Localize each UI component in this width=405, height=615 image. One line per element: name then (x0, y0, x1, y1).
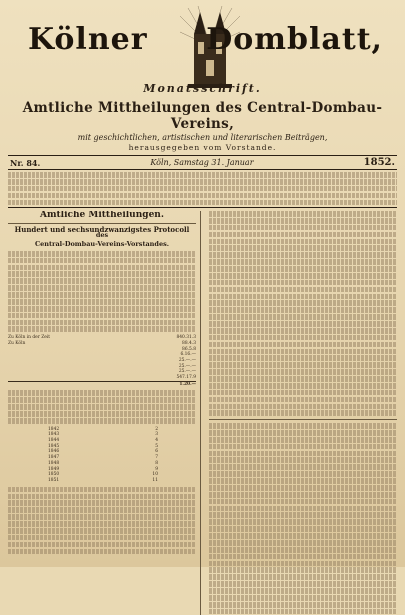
year-table (48, 427, 158, 484)
right-column (209, 211, 397, 615)
year-cell-y: 1847 (48, 455, 60, 461)
year-cell-y: 1846 (48, 449, 60, 455)
year-cell-y: 1851 (48, 477, 60, 483)
protocol-title: Hundert und sechsundzwanzigstes Protocoll (14, 224, 190, 234)
year-cell-n: 11 (152, 477, 158, 483)
year-cell-n: 10 (152, 472, 158, 478)
year-cell-n: 7 (155, 455, 158, 461)
subtitle: Amtliche Mittheilungen des Central-Dombau-Vereins, (22, 100, 383, 132)
year-cell-n: 2 (155, 426, 158, 432)
left-column (8, 211, 201, 615)
year-cell-n: 3 (155, 432, 158, 438)
protocol-subtitle: des (95, 231, 109, 240)
right-text-2 (209, 423, 397, 615)
masthead (8, 4, 397, 96)
year-cell-y: 1843 (48, 432, 60, 438)
masthead-monthly: Monatsschrift. (143, 82, 262, 95)
divider (209, 419, 397, 420)
ledger-amount: 6.16.— (180, 352, 196, 358)
year-cell-n: 8 (155, 460, 158, 466)
year-cell-y: 1842 (48, 426, 60, 432)
year-row (48, 478, 158, 484)
year-cell-y: 1850 (48, 472, 60, 478)
ledger-amount: 86.5.8 (182, 346, 196, 352)
ledger-sum (8, 381, 196, 388)
ledger-amount: 88.4.3 (182, 340, 196, 346)
subtitle-2: mit geschichtlichen, artistischen und literarischen Beiträgen, (77, 133, 328, 142)
section-title: Amtliche Mittheilungen. (40, 211, 164, 220)
ledger (8, 335, 196, 387)
issue-place-date: Köln, Samstag 31. Januar (150, 158, 254, 167)
protocol-intro (8, 251, 196, 332)
ledger-sum-amount: 1.20.— (179, 381, 196, 387)
ledger-amount: 25.—.— (178, 369, 196, 375)
issue-bar (8, 155, 397, 170)
year-cell-n: 9 (155, 466, 158, 472)
year-cell-y: 1844 (48, 438, 60, 444)
protocol-title-2: Central-Dombau-Vereins-Vorstandes. (34, 240, 170, 249)
ledger-amount: 547.17.9 (176, 375, 196, 381)
body-columns (8, 211, 397, 615)
year-cell-y: 1845 (48, 443, 60, 449)
ledger-label: Zu Köln (8, 340, 26, 346)
year-cell-y: 1848 (48, 460, 60, 466)
masthead-title-right: Domblatt, (206, 22, 383, 57)
issue-number: Nr. 84. (10, 157, 41, 168)
year-cell-n: 5 (155, 443, 158, 449)
ledger-amount: 25.—.— (178, 357, 196, 363)
right-text-1 (209, 211, 397, 416)
ledger-label: Zu Köln in der Zeit (8, 335, 51, 341)
subscription-notice (8, 172, 397, 208)
protocol-closing (8, 487, 196, 555)
ledger-amount: 840.31.3 (176, 335, 196, 341)
ledger-amount: 25.—.— (178, 363, 196, 369)
protocol-body (8, 390, 196, 423)
year-cell-n: 6 (155, 449, 158, 455)
year-cell-y: 1849 (48, 466, 60, 472)
divider (8, 223, 196, 224)
year-cell-n: 4 (155, 438, 158, 444)
subtitle-3: herausgegeben vom Vorstande. (128, 143, 277, 152)
issue-year: 1852. (363, 157, 395, 168)
masthead-title-left: Kölner (28, 22, 148, 57)
